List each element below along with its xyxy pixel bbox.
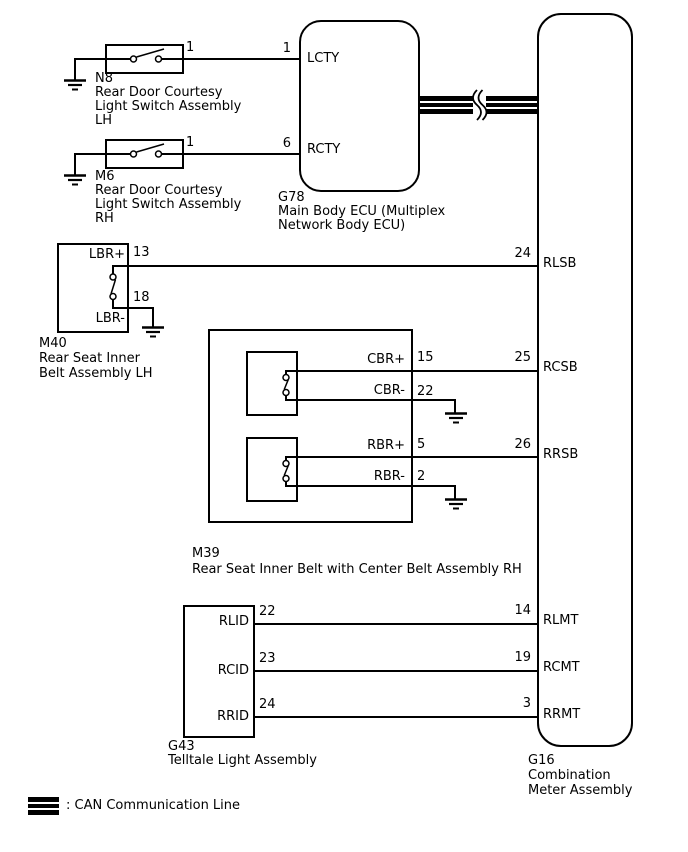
g43-caption [168,740,317,768]
m6-name-line1: Rear Door Courtesy [95,183,223,198]
m40-pin-13: 13 [133,245,150,260]
ground-icon-n8 [63,79,87,92]
n8-name-line3: LH [95,113,113,128]
g16-pin-3: 3 [522,696,531,711]
g16-port-rlsb: RLSB [543,256,577,271]
n8-name-line1: Rear Door Courtesy [95,85,223,100]
g16-pin-19: 19 [514,650,531,665]
m39-pin-5: 5 [417,437,426,452]
wire-m39-rbr-minus-drop [454,485,456,499]
m39-port-cbr-minus: CBR- [373,383,405,398]
n8-switch-icon [105,44,184,74]
g43-pin-23: 23 [259,651,276,666]
m40-name-line2: Belt Assembly LH [39,366,153,381]
wire-g43-rlid-to-g16-rlmt [255,623,537,625]
ground-icon-cbr [444,412,468,425]
m39-id: M39 [192,546,220,561]
g16-pin-14: 14 [514,603,531,618]
m39-port-rbr-minus: RBR- [373,469,405,484]
g78-id: G78 [278,190,305,205]
g16-port-rcmt: RCMT [543,660,580,675]
g16-pin-24: 24 [514,246,531,261]
g78-pin-lcty-number: 1 [282,41,291,56]
g16-caption [528,753,632,798]
wire-n8-to-g78-lcty [184,58,299,60]
m39-caption [192,546,522,578]
ground-icon-m6 [63,174,87,187]
g16-pin-26: 26 [514,437,531,452]
m40-pin-18: 18 [133,290,150,305]
g16-name-line2: Meter Assembly [528,783,633,798]
m40-port-lbr-minus: LBR- [95,311,125,326]
g16-port-rlmt: RLMT [543,613,579,628]
wire-m6-ground [75,153,105,155]
g43-name-line1: Telltale Light Assembly [168,753,317,768]
wire-m6-ground-drop [74,153,76,175]
line-break-icon [466,87,492,123]
g43-port-rrid: RRID [217,709,249,724]
wire-m40-lbr-plus-to-g16-rlsb [112,265,537,267]
m40-id: M40 [39,336,67,351]
m39-switch-icon-2 [276,456,296,486]
wire-n8-ground [75,58,105,60]
m39-pin-15: 15 [417,350,434,365]
g16-port-rcsb: RCSB [543,360,578,375]
n8-caption [95,72,241,128]
wire-m6-to-g78-rcty [184,153,299,155]
wire-g43-rrid-to-g16-rrmt [255,716,537,718]
g78-caption [278,191,445,233]
wire-g43-rcid-to-g16-rcmt [255,670,537,672]
g43-port-rlid: RLID [218,614,249,629]
n8-name-line2: Light Switch Assembly [95,99,242,114]
m39-pin-22: 22 [417,384,434,399]
m39-port-cbr-plus: CBR+ [367,352,405,367]
wire-m39-cbr-minus-drop [454,399,456,413]
g78-ecu-box [299,20,420,192]
m6-name-line2: Light Switch Assembly [95,197,242,212]
g43-id: G43 [168,739,195,754]
g78-port-rcty: RCTY [307,142,341,157]
wire-m40-lbr-minus-drop [152,307,154,327]
m39-port-rbr-plus: RBR+ [367,438,405,453]
m40-switch-icon [103,265,123,309]
g78-name-line1: Main Body ECU (Multiplex [278,204,446,219]
can-line-legend-label: : CAN Communication Line [66,798,241,813]
m6-id: M6 [95,169,115,184]
m6-name-line3: RH [95,211,114,226]
ground-icon-rbr [444,498,468,511]
g16-port-rrmt: RRMT [543,707,581,722]
can-line-legend-icon [28,797,59,815]
g16-meter-box [537,13,633,747]
g78-pin-rcty-number: 6 [282,136,291,151]
g78-port-lcty: LCTY [307,51,340,66]
m40-name-line1: Rear Seat Inner [39,351,140,366]
wire-n8-ground-drop [74,58,76,80]
m6-pin-number: 1 [186,135,195,150]
n8-pin-number: 1 [186,40,195,55]
m39-switch-icon-1 [276,370,296,400]
n8-id: N8 [95,71,113,86]
m39-pin-2: 2 [417,469,426,484]
g43-port-rcid: RCID [217,663,249,678]
g16-port-rrsb: RRSB [543,447,579,462]
g43-pin-22: 22 [259,604,276,619]
g16-id: G16 [528,753,555,768]
g16-name-line1: Combination [528,768,611,783]
g78-name-line2: Network Body ECU) [278,218,406,233]
m40-caption [39,336,153,381]
m39-name-line1: Rear Seat Inner Belt with Center Belt Assembly RH [192,562,522,577]
g43-pin-24: 24 [259,697,276,712]
g16-pin-25: 25 [514,350,531,365]
m6-caption [95,170,241,226]
m40-port-lbr-plus: LBR+ [88,247,125,262]
m6-switch-icon [105,139,184,169]
